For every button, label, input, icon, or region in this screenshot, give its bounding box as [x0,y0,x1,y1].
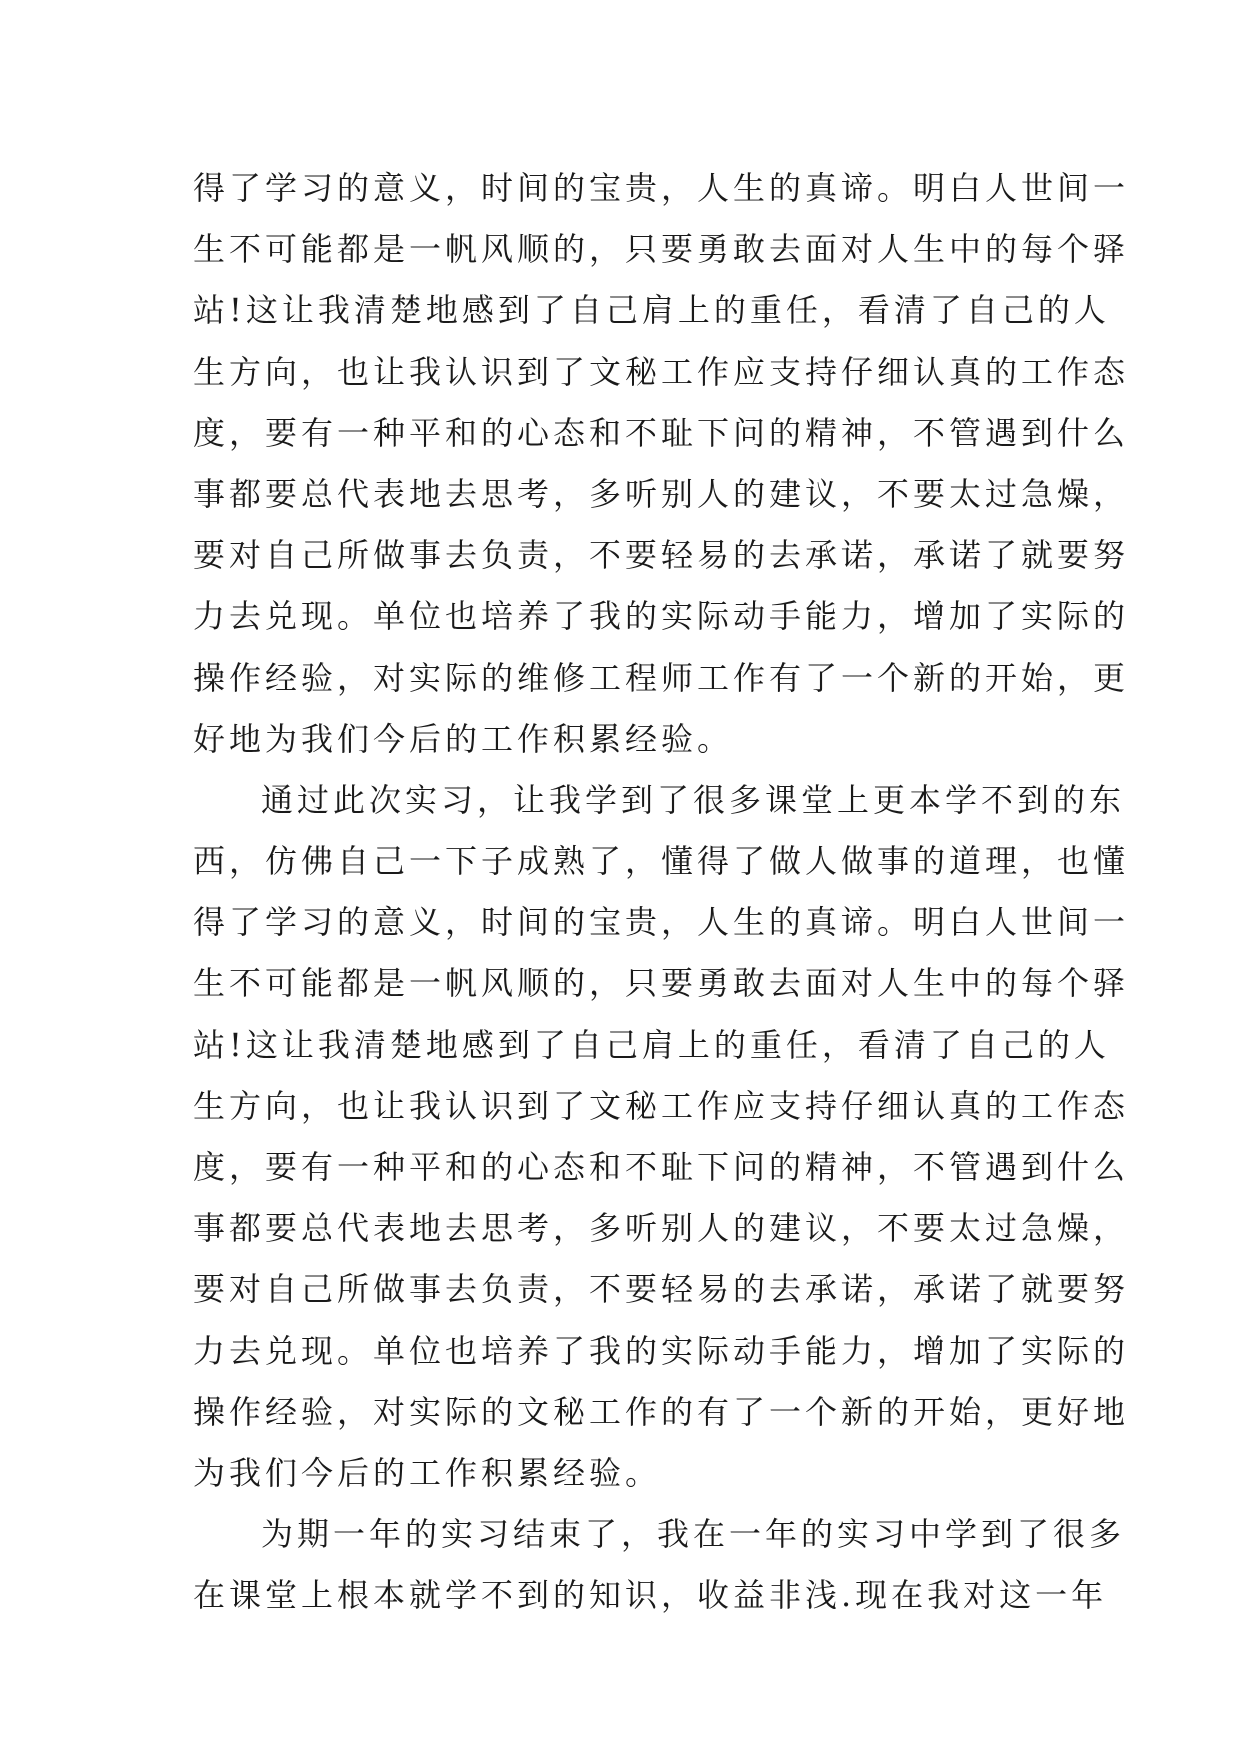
text-line: 要对自己所做事去负责，不要轻易的去承诺，承诺了就要努 [193,536,1130,575]
text-line: 好地为我们今后的工作积累经验。 [193,719,734,758]
paragraph-first-line: 通过此次实习，让我学到了很多课堂上更本学不到的东 [261,780,1126,819]
text-line: 要对自己所做事去负责，不要轻易的去承诺，承诺了就要努 [193,1270,1130,1309]
text-line: 站!这让我清楚地感到了自己肩上的重任，看清了自己的人 [193,1025,1110,1064]
text-line: 生不可能都是一帆风顺的，只要勇敢去面对人生中的每个驿 [193,964,1130,1003]
text-line: 得了学习的意义，时间的宝贵，人生的真谛。明白人世间一 [193,903,1130,942]
paragraph-first-line: 为期一年的实习结束了，我在一年的实习中学到了很多 [261,1515,1126,1554]
text-line: 事都要总代表地去思考，多听别人的建议，不要太过急燥， [193,474,1130,513]
text-line: 操作经验，对实际的维修工程师工作有了一个新的开始，更 [193,658,1130,697]
text-line: 力去兑现。单位也培养了我的实际动手能力，增加了实际的 [193,1331,1130,1370]
text-line: 得了学习的意义，时间的宝贵，人生的真谛。明白人世间一 [193,169,1130,207]
body-text [193,158,1130,1627]
text-line: 生方向，也让我认识到了文秘工作应支持仔细认真的工作态 [193,352,1130,391]
text-line: 事都要总代表地去思考，多听别人的建议，不要太过急燥， [193,1209,1130,1248]
text-line: 生不可能都是一帆风顺的，只要勇敢去面对人生中的每个驿 [193,230,1130,269]
text-line: 站!这让我清楚地感到了自己肩上的重任，看清了自己的人 [193,291,1110,330]
text-line: 度，要有一种平和的心态和不耻下问的精神，不管遇到什么 [193,1148,1130,1186]
text-line: 力去兑现。单位也培养了我的实际动手能力，增加了实际的 [193,597,1130,636]
text-line: 在课堂上根本就学不到的知识，收益非浅.现在我对这一年 [193,1576,1108,1615]
text-line: 操作经验，对实际的文秘工作的有了一个新的开始，更好地 [193,1392,1130,1431]
text-line: 西，仿佛自己一下子成熟了，懂得了做人做事的道理，也懂 [193,842,1130,881]
text-line: 生方向，也让我认识到了文秘工作应支持仔细认真的工作态 [193,1086,1130,1125]
text-line: 为我们今后的工作积累经验。 [193,1453,662,1492]
text-line: 度，要有一种平和的心态和不耻下问的精神，不管遇到什么 [193,413,1130,452]
